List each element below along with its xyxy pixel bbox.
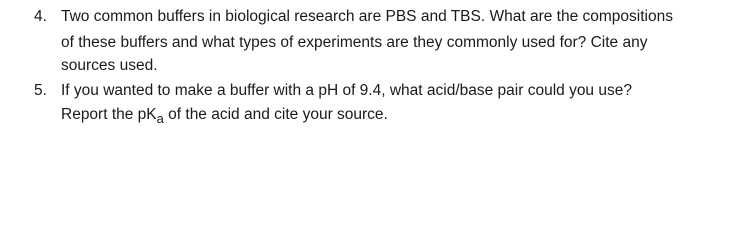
question-5-text-line-2 [61,104,388,130]
question-4-text-line-2: of these buffers and what types of experiments are they commonly used for? Cite any [61,34,648,51]
question-4-text-line-3: sources used. [61,57,158,74]
question-5-number: 5. [34,82,47,99]
question-5-text-after-subscript: of the acid and cite your source. [163,106,388,123]
pka-subscript: a [156,111,164,127]
question-5-text-line-1: If you wanted to make a buffer with a pH of 9.4, what acid/base pair could you use? [61,82,632,99]
question-4-number: 4. [34,8,47,25]
question-5-text-before-subscript: Report the pK [61,106,157,123]
question-4-text-line-1: Two common buffers in biological research are PBS and TBS. What are the compositions [61,8,673,25]
